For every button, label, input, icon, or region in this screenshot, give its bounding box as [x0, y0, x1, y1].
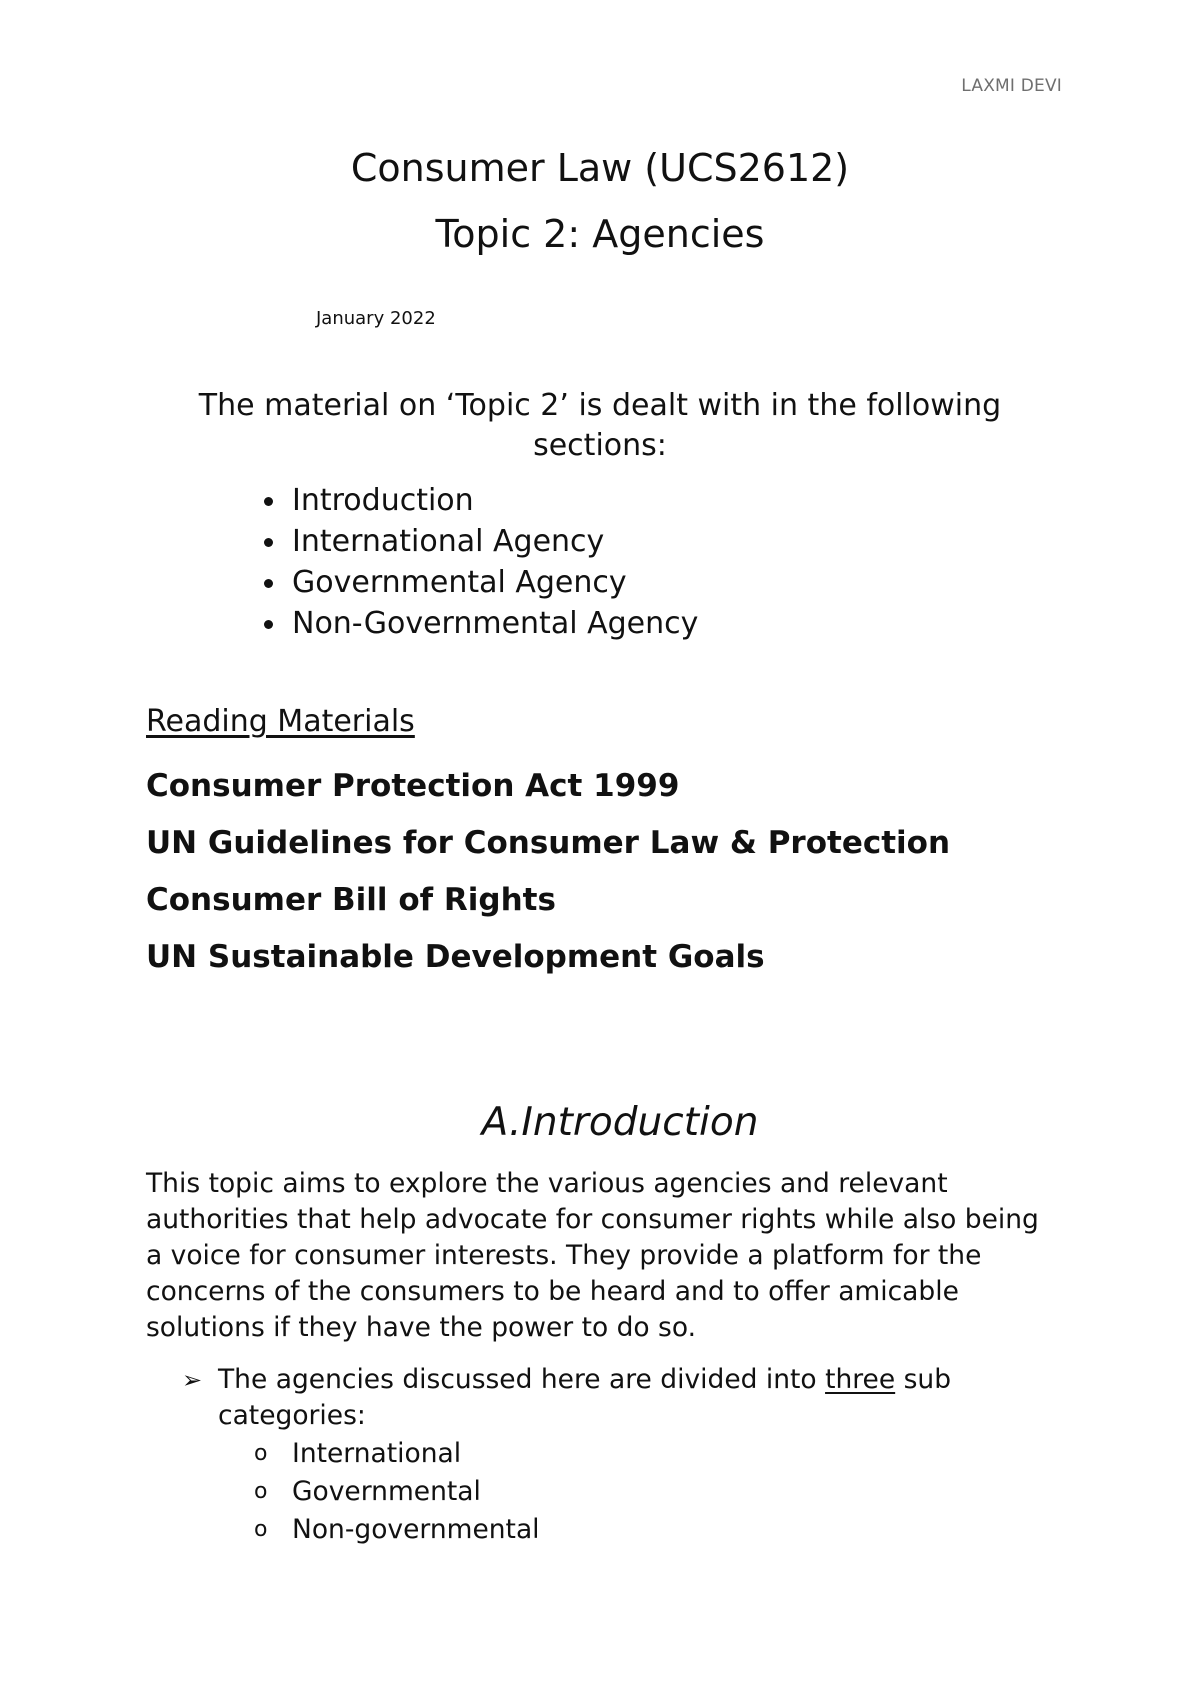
section-list-label: Introduction [292, 483, 474, 518]
section-list-item [260, 480, 698, 521]
reading-materials-heading: Reading Materials [146, 704, 415, 739]
circle-bullet-icon: o [254, 1517, 268, 1542]
bullet-icon [264, 497, 273, 506]
topic-title: Topic 2: Agencies [435, 212, 765, 256]
section-list-item [260, 562, 698, 603]
arrow-list-text [182, 1362, 1042, 1434]
section-list [260, 480, 698, 644]
arrow-text-before: The agencies discussed here are divided into [218, 1364, 826, 1395]
section-list-label: Non-Governmental Agency [292, 606, 699, 641]
reading-material-item: Consumer Protection Act 1999 [146, 768, 680, 804]
arrow-bullet-icon: ➢ [182, 1366, 203, 1394]
section-list-item [260, 521, 698, 562]
reading-material-item: UN Guidelines for Consumer Law & Protection [146, 825, 951, 861]
header-author: LAXMI DEVI [961, 76, 1062, 96]
subcategory-label: International [292, 1438, 462, 1469]
section-list-label: Governmental Agency [292, 565, 627, 600]
bullet-icon [264, 538, 273, 547]
section-list-label: International Agency [292, 524, 605, 559]
section-a-heading: A.Introduction [481, 1100, 759, 1145]
reading-material-item: UN Sustainable Development Goals [146, 939, 765, 975]
subcategory-label: Non-governmental [292, 1514, 540, 1545]
arrow-list-item [182, 1362, 1042, 1434]
overview-sentence: The material on ‘Topic 2’ is dealt with in the following sections: [198, 388, 1002, 463]
bullet-icon [264, 620, 273, 629]
subcategory-item [254, 1511, 540, 1549]
arrow-text-after: sub categories: [218, 1364, 952, 1431]
subcategory-label: Governmental [292, 1476, 481, 1507]
course-title: Consumer Law (UCS2612) [350, 146, 850, 190]
circle-bullet-icon: o [254, 1479, 268, 1504]
subcategory-list [254, 1435, 540, 1549]
subcategory-item [254, 1473, 540, 1511]
reading-materials-list [146, 758, 950, 986]
section-list-item [260, 603, 698, 644]
reading-material-item: Consumer Bill of Rights [146, 882, 556, 918]
introduction-paragraph: This topic aims to explore the various agencies and relevant authorities that help advocate for consumer rights while also being a voice for consumer interests. They provide a platform for the concerns of the consumers to be heard and to offer amicable solutions if they have the power to do so. [146, 1168, 1039, 1343]
document-date: January 2022 [316, 308, 436, 329]
subcategory-item [254, 1435, 540, 1473]
circle-bullet-icon: o [254, 1441, 268, 1466]
bullet-icon [264, 579, 273, 588]
arrow-text-emphasis: three [825, 1364, 896, 1395]
